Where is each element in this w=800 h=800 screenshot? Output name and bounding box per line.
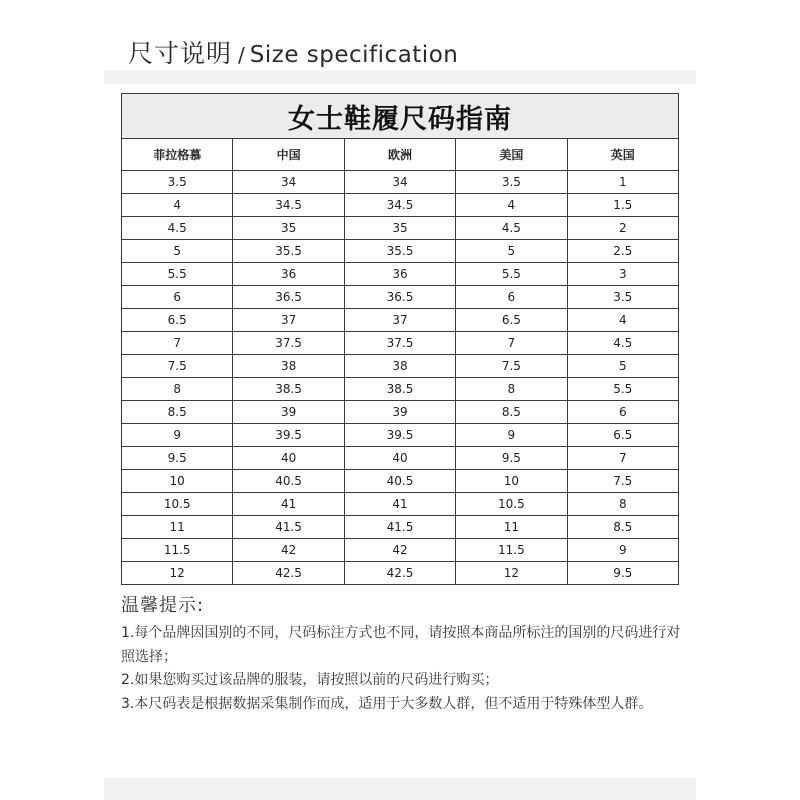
- table-cell: 34: [344, 171, 455, 194]
- tip-item: 2.如果您购买过该品牌的服装，请按照以前的尺码进行购买；: [121, 672, 499, 688]
- table-cell: 42: [344, 539, 455, 562]
- table-cell: 35.5: [344, 240, 455, 263]
- table-cell: 11.5: [122, 539, 233, 562]
- table-row: [122, 217, 679, 240]
- table-cell: 5: [456, 240, 567, 263]
- table-cell: 8.5: [567, 516, 678, 539]
- table-cell: 6.5: [567, 424, 678, 447]
- table-cell: 9.5: [122, 447, 233, 470]
- tip-item: 3.本尺码表是根据数据采集制作而成，适用于大多数人群，但不适用于特殊体型人群。: [121, 695, 653, 712]
- table-cell: 10: [456, 470, 567, 493]
- column-header: 中国: [233, 139, 344, 171]
- table-row: [122, 194, 679, 217]
- table-row: [122, 424, 679, 447]
- table-cell: 40: [233, 447, 344, 470]
- table-title: 女士鞋履尺码指南: [122, 94, 679, 139]
- table-cell: 3: [567, 263, 678, 286]
- table-cell: 3.5: [567, 286, 678, 309]
- table-cell: 10.5: [456, 493, 567, 516]
- table-cell: 9: [122, 424, 233, 447]
- table-cell: 1: [567, 171, 678, 194]
- table-cell: 11.5: [456, 539, 567, 562]
- header-separator: /: [238, 43, 245, 67]
- table-cell: 9: [567, 539, 678, 562]
- table-cell: 9.5: [456, 447, 567, 470]
- table-cell: 35.5: [233, 240, 344, 263]
- table-cell: 37.5: [233, 332, 344, 355]
- table-cell: 8.5: [456, 401, 567, 424]
- table-cell: 39.5: [233, 424, 344, 447]
- table-cell: 40.5: [233, 470, 344, 493]
- table-cell: 4.5: [567, 332, 678, 355]
- table-cell: 42: [233, 539, 344, 562]
- table-cell: 34: [233, 171, 344, 194]
- table-cell: 1.5: [567, 194, 678, 217]
- table-cell: 39: [344, 401, 455, 424]
- header-title-english: Size specification: [249, 42, 459, 68]
- table-cell: 36.5: [233, 286, 344, 309]
- table-cell: 6: [456, 286, 567, 309]
- table-cell: 8.5: [122, 401, 233, 424]
- table-row: [122, 309, 679, 332]
- table-cell: 4: [567, 309, 678, 332]
- table-cell: 5.5: [122, 263, 233, 286]
- table-row: [122, 378, 679, 401]
- table-cell: 3.5: [122, 171, 233, 194]
- table-cell: 8: [456, 378, 567, 401]
- column-header: 菲拉格慕: [122, 139, 233, 171]
- table-cell: 5: [122, 240, 233, 263]
- table-cell: 34.5: [344, 194, 455, 217]
- table-cell: 38: [233, 355, 344, 378]
- table-cell: 41.5: [233, 516, 344, 539]
- table-cell: 8: [122, 378, 233, 401]
- table-cell: 8: [567, 493, 678, 516]
- table-cell: 38: [344, 355, 455, 378]
- table-cell: 5.5: [456, 263, 567, 286]
- table-cell: 9: [456, 424, 567, 447]
- table-cell: 2: [567, 217, 678, 240]
- table-row: [122, 401, 679, 424]
- table-cell: 11: [122, 516, 233, 539]
- tips-title: 温馨提示:: [121, 595, 205, 616]
- table-cell: 6.5: [122, 309, 233, 332]
- table-row: [122, 171, 679, 194]
- table-row: [122, 447, 679, 470]
- table-cell: 39.5: [344, 424, 455, 447]
- table-cell: 38.5: [233, 378, 344, 401]
- table-row: [122, 516, 679, 539]
- table-cell: 34.5: [233, 194, 344, 217]
- table-row: [122, 355, 679, 378]
- table-cell: 3.5: [456, 171, 567, 194]
- table-cell: 36: [344, 263, 455, 286]
- table-cell: 39: [233, 401, 344, 424]
- table-cell: 40.5: [344, 470, 455, 493]
- table-cell: 42.5: [233, 562, 344, 585]
- column-header: 欧洲: [344, 139, 455, 171]
- table-row: [122, 470, 679, 493]
- table-cell: 41: [344, 493, 455, 516]
- table-row: [122, 332, 679, 355]
- table-cell: 6: [567, 401, 678, 424]
- table-row: [122, 286, 679, 309]
- table-cell: 41: [233, 493, 344, 516]
- table-cell: 37: [344, 309, 455, 332]
- table-cell: 38.5: [344, 378, 455, 401]
- table-cell: 5: [567, 355, 678, 378]
- table-cell: 7.5: [122, 355, 233, 378]
- table-cell: 37: [233, 309, 344, 332]
- table-cell: 7.5: [567, 470, 678, 493]
- header-title-chinese: 尺寸说明: [128, 39, 233, 68]
- tip-item: 1.每个品牌因国别的不同，尺码标注方式也不同，请按照本商品所标注的国别的尺码进行对照选择；: [121, 625, 681, 665]
- table-cell: 9.5: [567, 562, 678, 585]
- table-cell: 12: [456, 562, 567, 585]
- table-row: [122, 493, 679, 516]
- table-cell: 6.5: [456, 309, 567, 332]
- column-header: 美国: [456, 139, 567, 171]
- top-divider-band: [104, 70, 696, 84]
- table-cell: 10.5: [122, 493, 233, 516]
- table-cell: 42.5: [344, 562, 455, 585]
- table-cell: 7: [567, 447, 678, 470]
- table-cell: 7.5: [456, 355, 567, 378]
- size-chart-table: [121, 93, 679, 585]
- tips-list: [121, 622, 691, 716]
- table-cell: 36: [233, 263, 344, 286]
- table-cell: 35: [344, 217, 455, 240]
- table-cell: 5.5: [567, 378, 678, 401]
- table-row: [122, 240, 679, 263]
- table-row: [122, 539, 679, 562]
- table-cell: 36.5: [344, 286, 455, 309]
- bottom-divider-band: [104, 778, 696, 800]
- table-cell: 11: [456, 516, 567, 539]
- table-cell: 41.5: [344, 516, 455, 539]
- table-row: [122, 263, 679, 286]
- table-cell: 37.5: [344, 332, 455, 355]
- table-cell: 35: [233, 217, 344, 240]
- table-cell: 4: [122, 194, 233, 217]
- table-cell: 4.5: [456, 217, 567, 240]
- table-cell: 10: [122, 470, 233, 493]
- table-cell: 4.5: [122, 217, 233, 240]
- table-cell: 4: [456, 194, 567, 217]
- table-header-row: [122, 139, 679, 171]
- table-body: [122, 171, 679, 585]
- table-cell: 2.5: [567, 240, 678, 263]
- table-row: [122, 562, 679, 585]
- table-cell: 7: [456, 332, 567, 355]
- page-header: [128, 34, 458, 70]
- column-header: 英国: [567, 139, 678, 171]
- table-cell: 7: [122, 332, 233, 355]
- table-cell: 6: [122, 286, 233, 309]
- table-cell: 12: [122, 562, 233, 585]
- table-cell: 40: [344, 447, 455, 470]
